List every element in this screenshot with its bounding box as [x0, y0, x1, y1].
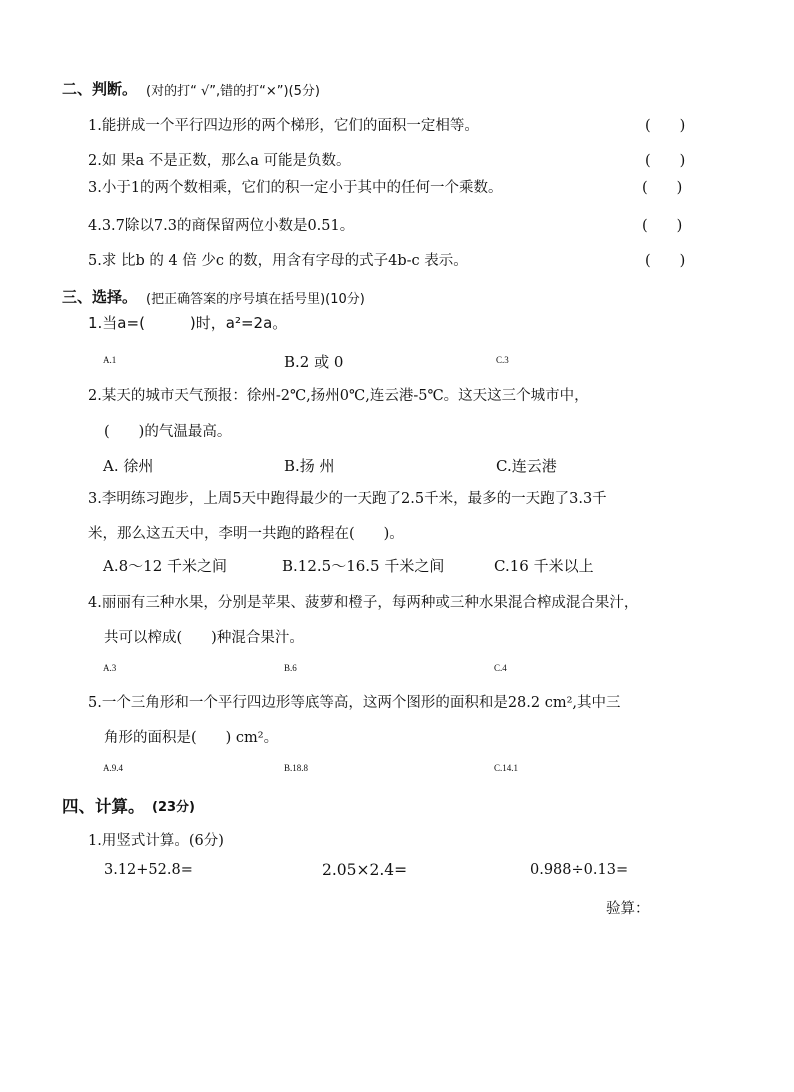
- calc-expression-3: 0.988÷0.13=: [530, 862, 629, 878]
- judge-item-5: 5.求 比b 的 4 倍 少c 的数，用含有字母的式子4b-c 表示。: [88, 253, 468, 269]
- judge-answer-blank-2[interactable]: ( ): [645, 153, 686, 169]
- choice-q3-option-b[interactable]: B.12.5～16.5 千米之间: [282, 557, 445, 575]
- calc-expression-2: 2.05×2.4=: [322, 861, 408, 879]
- judge-item-2: 2.如 果a 不是正数，那么a 可能是负数。: [88, 153, 351, 169]
- choice-q3-option-c[interactable]: C.16 千米以上: [494, 557, 594, 575]
- judge-item-4: 4.3.7除以7.3的商保留两位小数是0.51。: [88, 218, 355, 234]
- choice-q2-option-b[interactable]: B.扬 州: [284, 457, 335, 475]
- judge-answer-blank-3[interactable]: ( ): [642, 180, 683, 196]
- judge-item-3: 3.小于1的两个数相乘，它们的积一定小于其中的任何一个乘数。: [88, 180, 503, 196]
- choice-q3-line-2: 米，那么这五天中，李明一共跑的路程在( )。: [88, 526, 404, 542]
- section-2-title: 二、判断。: [62, 80, 138, 98]
- choice-q4-option-a[interactable]: A.3: [103, 663, 117, 673]
- choice-q1-option-b[interactable]: B.2 或 0: [284, 353, 344, 371]
- judge-answer-blank-4[interactable]: ( ): [642, 218, 683, 234]
- choice-q2-option-a[interactable]: A. 徐州: [103, 457, 154, 475]
- choice-q2-line-2: ( )的气温最高。: [104, 424, 232, 440]
- choice-q4-option-b[interactable]: B.6: [284, 663, 297, 673]
- judge-answer-blank-5[interactable]: ( ): [645, 253, 686, 269]
- choice-q4-line-1: 4.丽丽有三种水果，分别是苹果、菠萝和橙子，每两种或三种水果混合榨成混合果汁，: [88, 595, 639, 611]
- choice-q1-option-a[interactable]: A.1: [103, 355, 117, 365]
- judge-answer-blank-1[interactable]: ( ): [645, 118, 686, 134]
- choice-q4-line-2: 共可以榨成( )种混合果汁。: [104, 630, 304, 646]
- choice-q1-stem: 1.当a=( )时，a²=2a。: [88, 314, 288, 332]
- choice-q5-line-1: 5.一个三角形和一个平行四边形等底等高，这两个图形的面积和是28.2 cm²,其中三: [88, 695, 621, 711]
- choice-q5-option-a[interactable]: A.9.4: [103, 763, 123, 773]
- section-2-instructions: (对的打“ √”,错的打“×”)(5分): [146, 84, 320, 99]
- choice-q3-line-1: 3.李明练习跑步，上周5天中跑得最少的一天跑了2.5千米，最多的一天跑了3.3千: [88, 491, 607, 507]
- choice-q5-option-b[interactable]: B.18.8: [284, 763, 309, 773]
- choice-q3-option-a[interactable]: A.8～12 千米之间: [103, 557, 227, 575]
- choice-q1-option-c[interactable]: C.3: [496, 355, 509, 365]
- calc-subheading: 1.用竖式计算。(6分): [88, 833, 224, 849]
- section-4-title: 四、计算。: [62, 797, 145, 816]
- choice-q2-line-1: 2.某天的城市天气预报：徐州-2℃,扬州0℃,连云港-5℃。这天这三个城市中，: [88, 388, 589, 404]
- judge-item-1: 1.能拼成一个平行四边形的两个梯形，它们的面积一定相等。: [88, 118, 479, 134]
- section-3-title: 三、选择。: [62, 288, 138, 306]
- section-4-score: (23分): [152, 800, 195, 815]
- verification-label: 验算：: [606, 901, 650, 917]
- section-3-instructions: (把正确答案的序号填在括号里)(10分): [146, 292, 365, 307]
- choice-q5-line-2: 角形的面积是( ) cm²。: [104, 730, 279, 746]
- calc-expression-1: 3.12+52.8=: [104, 862, 193, 878]
- choice-q5-option-c[interactable]: C.14.1: [494, 763, 519, 773]
- choice-q2-option-c[interactable]: C.连云港: [496, 457, 557, 475]
- choice-q4-option-c[interactable]: C.4: [494, 663, 507, 673]
